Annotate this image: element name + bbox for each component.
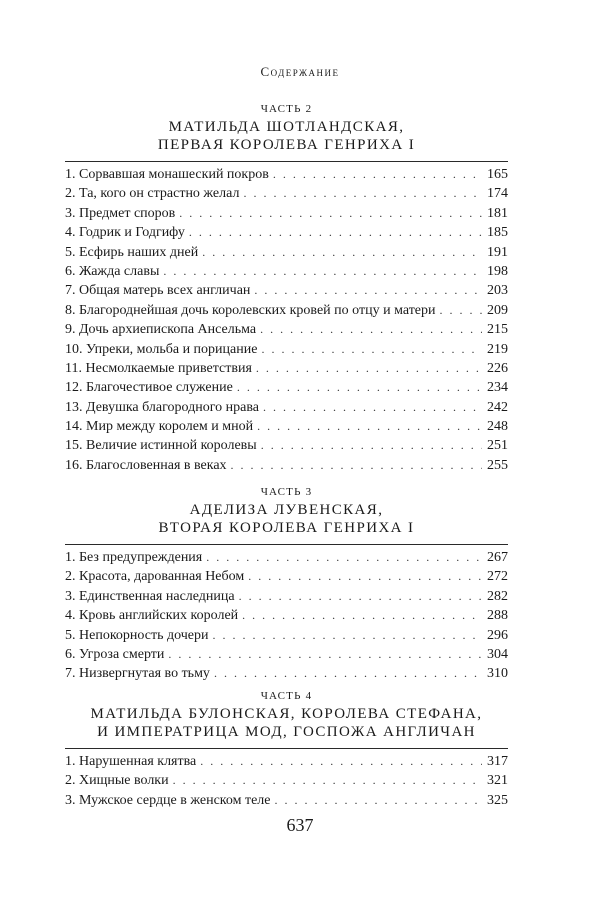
dot-leader <box>168 645 482 664</box>
toc-entry[interactable] <box>65 645 508 664</box>
toc-entry[interactable] <box>65 243 508 262</box>
toc-entry-page: 248 <box>487 419 508 435</box>
dot-leader <box>248 567 482 586</box>
toc-entry-title: 7. Низвергнутая во тьму <box>65 666 210 682</box>
toc-entry[interactable] <box>65 223 508 242</box>
toc-entry-page: 325 <box>487 792 508 808</box>
dot-leader <box>202 243 482 262</box>
toc-entry[interactable] <box>65 320 508 339</box>
toc-entry-page: 251 <box>487 438 508 454</box>
dot-leader <box>257 417 482 436</box>
toc-entry[interactable] <box>65 587 508 606</box>
toc-entry-title: 3. Единственная наследница <box>65 588 235 604</box>
part-title <box>65 118 508 154</box>
part-label: ЧАСТЬ 4 <box>260 690 313 702</box>
part-title-line: МАТИЛЬДА БУЛОНСКАЯ, КОРОЛЕВА СТЕФАНА, <box>90 706 483 722</box>
part-title-line: ВТОРАЯ КОРОЛЕВА ГЕНРИХА I <box>158 520 415 536</box>
toc-entry-title: 4. Кровь английских королей <box>65 608 239 624</box>
dot-leader <box>243 184 482 203</box>
toc-entry[interactable] <box>65 626 508 645</box>
dot-leader <box>440 301 482 320</box>
toc-list <box>65 548 508 684</box>
part-title <box>65 705 508 741</box>
toc-entry-page: 288 <box>487 608 508 624</box>
toc-entry-title: 6. Жажда славы <box>65 263 160 279</box>
page-number: 637 <box>286 815 314 835</box>
dot-leader <box>206 548 482 567</box>
toc-entry[interactable] <box>65 417 508 436</box>
dot-leader <box>237 378 482 397</box>
part-title-line: АДЕЛИЗА ЛУВЕНСКАЯ, <box>189 502 384 518</box>
dot-leader <box>242 606 482 625</box>
toc-entry-title: 5. Непокорность дочери <box>65 627 209 643</box>
dot-leader <box>189 223 482 242</box>
toc-entry-page: 321 <box>487 773 508 789</box>
toc-entry-title: 2. Хищные волки <box>65 773 169 789</box>
toc-entry-page: 272 <box>487 569 508 585</box>
toc-entry-page: 310 <box>487 666 508 682</box>
toc-entry-title: 8. Благороднейшая дочь королевских кровей по отцу и матери <box>65 302 436 318</box>
dot-leader <box>273 165 482 184</box>
part-title-line: ПЕРВАЯ КОРОЛЕВА ГЕНРИХА I <box>157 137 416 153</box>
dot-leader <box>231 456 482 475</box>
toc-entry-page: 203 <box>487 283 508 299</box>
toc-entry-title: 13. Девушка благородного нрава <box>65 399 259 415</box>
toc-entry-title: 2. Та, кого он страстно желал <box>65 186 240 202</box>
toc-entry-title: 1. Нарушенная клятва <box>65 754 197 769</box>
toc-entry-title: 14. Мир между королем и мной <box>65 419 254 435</box>
toc-entry-title: 12. Благочестивое служение <box>65 380 233 396</box>
toc-entry[interactable] <box>65 301 508 320</box>
toc-entry[interactable] <box>65 436 508 455</box>
toc-entry-title: 3. Предмет споров <box>65 205 176 221</box>
toc-entry[interactable] <box>65 359 508 378</box>
toc-list <box>65 752 508 810</box>
toc-entry[interactable] <box>65 456 508 475</box>
toc-entry-title: 6. Угроза смерти <box>65 646 165 662</box>
toc-entry-title: 16. Благословенная в веках <box>65 457 227 473</box>
toc-entry-title: 9. Дочь архиепископа Ансельма <box>65 322 257 338</box>
toc-entry-title: 11. Несмолкаемые приветствия <box>65 360 252 376</box>
toc-entry[interactable] <box>65 548 508 567</box>
dot-leader <box>212 626 482 645</box>
toc-entry[interactable] <box>65 184 508 203</box>
dot-leader <box>263 398 482 417</box>
toc-entry-page: 304 <box>487 646 508 662</box>
toc-entry-page: 317 <box>487 754 508 769</box>
toc-entry-page: 255 <box>487 457 508 473</box>
toc-entry-page: 296 <box>487 627 508 643</box>
toc-entry[interactable] <box>65 165 508 184</box>
toc-entry-title: 15. Величие истинной королевы <box>65 438 257 454</box>
part-title <box>65 501 508 537</box>
toc-entry-page: 209 <box>487 302 508 318</box>
part-3-section <box>65 484 508 684</box>
toc-entry[interactable] <box>65 606 508 625</box>
toc-entry-page: 185 <box>487 225 508 241</box>
toc-entry[interactable] <box>65 791 508 810</box>
toc-entry-title: 5. Есфирь наших дней <box>65 244 199 260</box>
running-head: Содержание <box>260 64 340 79</box>
dot-leader <box>254 281 482 300</box>
dot-leader <box>261 340 482 359</box>
toc-entry-title: 1. Без предупреждения <box>65 550 203 565</box>
section-divider <box>65 544 508 545</box>
toc-entry-page: 267 <box>487 550 508 565</box>
toc-entry[interactable] <box>65 398 508 417</box>
dot-leader <box>179 204 482 223</box>
dot-leader <box>275 791 482 810</box>
toc-entry[interactable] <box>65 771 508 790</box>
dot-leader <box>239 587 482 606</box>
dot-leader <box>173 771 482 790</box>
part-title-line: И ИМПЕРАТРИЦА МОД, ГОСПОЖА АНГЛИЧАН <box>97 724 476 740</box>
section-divider <box>65 161 508 162</box>
dot-leader <box>200 752 482 771</box>
toc-entry-title: 2. Красота, дарованная Небом <box>65 569 245 585</box>
dot-leader <box>163 262 482 281</box>
toc-list <box>65 165 508 475</box>
toc-entry-page: 215 <box>487 322 508 338</box>
toc-entry[interactable] <box>65 664 508 683</box>
toc-entry-page: 174 <box>487 186 508 202</box>
dot-leader <box>214 664 482 683</box>
toc-entry-page: 181 <box>487 205 508 221</box>
toc-entry[interactable] <box>65 204 508 223</box>
dot-leader <box>256 359 482 378</box>
toc-entry[interactable] <box>65 752 508 771</box>
toc-entry-page: 165 <box>487 167 508 182</box>
toc-entry-page: 234 <box>487 380 508 396</box>
toc-entry-title: 3. Мужское сердце в женском теле <box>65 792 271 808</box>
toc-entry-page: 282 <box>487 588 508 604</box>
toc-entry-page: 226 <box>487 360 508 376</box>
toc-entry[interactable] <box>65 340 508 359</box>
toc-entry[interactable] <box>65 262 508 281</box>
part-label: ЧАСТЬ 2 <box>260 103 313 115</box>
toc-entry-page: 219 <box>487 341 508 357</box>
toc-entry-page: 191 <box>487 244 508 260</box>
toc-entry-title: 4. Годрик и Годгифу <box>65 225 185 241</box>
toc-entry[interactable] <box>65 281 508 300</box>
toc-entry-title: 1. Сорвавшая монашеский покров <box>65 167 269 182</box>
part-2-section <box>65 101 508 475</box>
toc-entry-title: 10. Упреки, мольба и порицание <box>65 341 258 357</box>
part-label: ЧАСТЬ 3 <box>260 486 313 498</box>
toc-entry[interactable] <box>65 567 508 586</box>
toc-entry-page: 198 <box>487 263 508 279</box>
toc-entry-title: 7. Общая матерь всех англичан <box>65 283 251 299</box>
dot-leader <box>261 436 482 455</box>
toc-entry[interactable] <box>65 378 508 397</box>
section-divider <box>65 748 508 749</box>
dot-leader <box>260 320 482 339</box>
part-title-line: МАТИЛЬДА ШОТЛАНДСКАЯ, <box>168 119 405 135</box>
toc-entry-page: 242 <box>487 399 508 415</box>
part-4-section <box>65 688 508 810</box>
